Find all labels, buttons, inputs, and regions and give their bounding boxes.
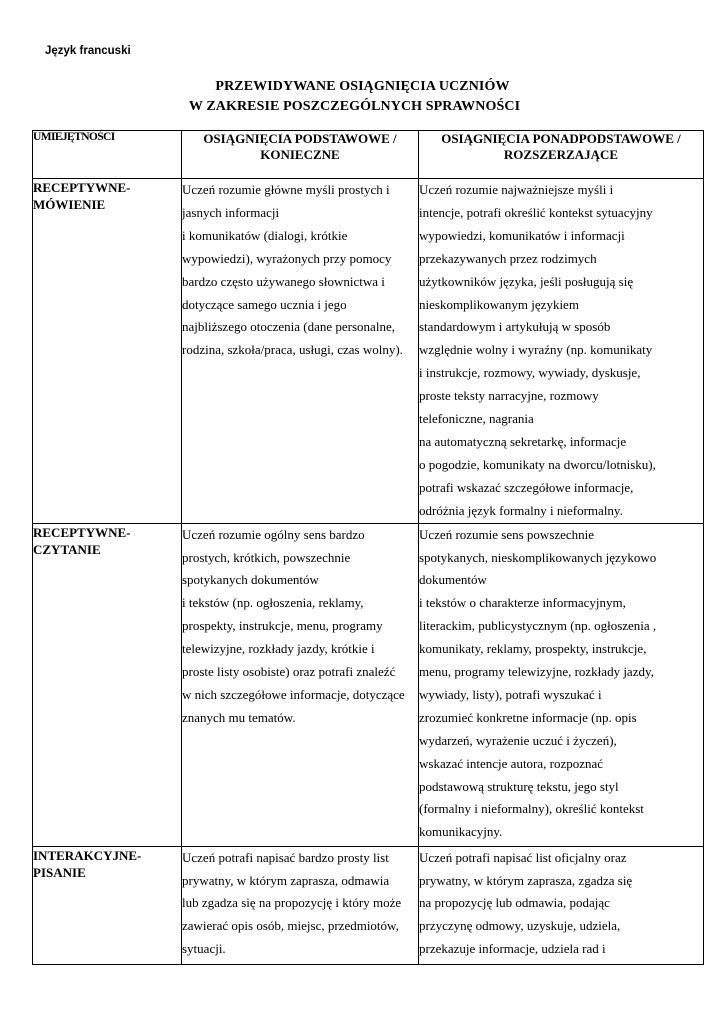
text-line: standardowym i artykułują w sposób bbox=[419, 319, 611, 335]
text-line: i instrukcje, rozmowy, wywiady, dyskusje, bbox=[419, 365, 641, 381]
skill-name-line: MÓWIENIE bbox=[33, 197, 106, 212]
header-skills: UMIEJĘTNOŚCI bbox=[33, 131, 182, 179]
extended-achievements-cell bbox=[419, 846, 704, 964]
table-row bbox=[33, 846, 704, 964]
document-title-line-1: PRZEWIDYWANE OSIĄGNIĘCIA UCZNIÓW bbox=[215, 79, 510, 94]
text-line: na propozycję lub odmawia, podając bbox=[419, 895, 610, 911]
text-line: zawierać opis osób, miejsc, przedmiotów, bbox=[182, 918, 399, 934]
text-line: literackim, publicystycznym (np. ogłoszenia , bbox=[419, 618, 657, 634]
skill-name-line: RECEPTYWNE- bbox=[33, 180, 131, 195]
table-header-row bbox=[33, 131, 704, 179]
text-line: wywiady, listy), potrafi wyszukać i bbox=[419, 686, 602, 702]
extended-achievements-cell bbox=[419, 179, 704, 524]
skill-name-cell bbox=[33, 846, 182, 964]
skill-name-line: PISANIE bbox=[33, 864, 86, 880]
skill-name-line: INTERAKCYJNE- bbox=[33, 847, 142, 863]
text-line: wypowiedzi), wyrażonych przy pomocy bbox=[182, 250, 392, 266]
text-line: spotykanych dokumentów bbox=[182, 572, 319, 588]
basic-achievements-cell bbox=[182, 179, 419, 524]
header-basic: OSIĄGNIĘCIA PODSTAWOWE / KONIECZNE bbox=[182, 131, 419, 179]
text-line: komunikacyjny. bbox=[419, 824, 503, 840]
subject-label: Język francuski bbox=[45, 45, 131, 57]
header-extended: OSIĄGNIĘCIA PONADPODSTAWOWE / ROZSZERZAJĄCE bbox=[419, 131, 704, 179]
skill-name-cell bbox=[33, 179, 182, 524]
text-line: prywatny, w którym zaprasza, zgadza się bbox=[419, 872, 633, 888]
text-line: przekazywanych przez rodzimych bbox=[419, 250, 597, 266]
text-line: proste listy osobiste) oraz potrafi znaleźć bbox=[182, 664, 396, 680]
text-line: dokumentów bbox=[419, 572, 487, 588]
text-line: bardzo często używanego słownictwa i bbox=[182, 273, 385, 289]
text-line: nieskomplikowanym językiem bbox=[419, 296, 579, 312]
text-line: Uczeń potrafi napisać list oficjalny oraz bbox=[419, 849, 627, 865]
text-line: telefoniczne, nagrania bbox=[419, 411, 534, 427]
skills-table bbox=[32, 130, 704, 965]
text-line: potrafi wskazać szczegółowe informacje, bbox=[419, 479, 634, 495]
basic-achievements-cell bbox=[182, 846, 419, 964]
text-line: prostych, krótkich, powszechnie bbox=[182, 549, 351, 565]
skill-name-line: CZYTANIE bbox=[33, 541, 101, 557]
text-line: znanych mu tematów. bbox=[182, 709, 296, 725]
text-line: jasnych informacji bbox=[182, 204, 280, 220]
text-line: na automatyczną sekretarkę, informacje bbox=[419, 433, 627, 449]
text-line: prywatny, w którym zaprasza, odmawia bbox=[182, 872, 390, 888]
extended-achievements-cell bbox=[419, 523, 704, 846]
skill-name-line: RECEPTYWNE- bbox=[33, 524, 131, 540]
text-line: Uczeń potrafi napisać bardzo prosty list bbox=[182, 849, 389, 865]
text-line: podstawową strukturę tekstu, jego styl bbox=[419, 778, 619, 794]
text-line: i komunikatów (dialogi, krótkie bbox=[182, 227, 348, 243]
skill-name-cell bbox=[33, 523, 182, 846]
text-line: telewizyjne, rozkłady jazdy, krótkie i bbox=[182, 641, 375, 657]
text-line: Uczeń rozumie sens powszechnie bbox=[419, 526, 595, 542]
text-line: prospekty, instrukcje, menu, programy bbox=[182, 618, 383, 634]
text-line: (formalny i nieformalny), określić kontekst bbox=[419, 801, 644, 817]
text-line: Uczeń rozumie główne myśli prostych i bbox=[182, 182, 390, 197]
text-line: i tekstów (np. ogłoszenia, reklamy, bbox=[182, 595, 364, 611]
table-row bbox=[33, 523, 704, 846]
text-line: wypowiedzi, komunikatów i informacji bbox=[419, 227, 625, 243]
text-line: komunikaty, reklamy, prospekty, instrukcje, bbox=[419, 641, 647, 657]
text-line: użytkowników języka, jeśli posługują się bbox=[419, 273, 634, 289]
text-line: spotykanych, nieskomplikowanych językowo bbox=[419, 549, 657, 565]
text-line: lub zgadza się na propozycję i który może bbox=[182, 895, 402, 911]
text-line: sytuacji. bbox=[182, 941, 226, 957]
text-line: i tekstów o charakterze informacyjnym, bbox=[419, 595, 626, 611]
table-row bbox=[33, 179, 704, 524]
text-line: wydarzeń, wyrażenie uczuć i życzeń), bbox=[419, 732, 617, 748]
text-line: w nich szczegółowe informacje, dotyczące bbox=[182, 686, 405, 702]
text-line: dotyczące samego ucznia i jego bbox=[182, 296, 347, 312]
text-line: proste teksty narracyjne, rozmowy bbox=[419, 388, 599, 404]
text-line: intencje, potrafi określić kontekst sytuacyjny bbox=[419, 204, 653, 220]
text-line: Uczeń rozumie ogólny sens bardzo bbox=[182, 526, 365, 542]
text-line: menu, programy telewizyjne, rozkłady jazdy, bbox=[419, 664, 654, 680]
text-line: rodzina, szkoła/praca, usługi, czas wolny). bbox=[182, 342, 403, 358]
text-line: najbliższego otoczenia (dane personalne, bbox=[182, 319, 395, 335]
text-line: o pogodzie, komunikaty na dworcu/lotnisku), bbox=[419, 456, 656, 472]
text-line: przyczynę odmowy, uzyskuje, udziela, bbox=[419, 918, 621, 934]
text-line: przekazuje informacje, udziela rad i bbox=[419, 941, 606, 957]
text-line: Uczeń rozumie najważniejsze myśli i bbox=[419, 182, 614, 197]
document-title-line-2: W ZAKRESIE POSZCZEGÓLNYCH SPRAWNOŚCI bbox=[188, 99, 521, 114]
text-line: zrozumieć konkretne informacje (np. opis bbox=[419, 709, 637, 725]
text-line: odróżnia język formalny i nieformalny. bbox=[419, 502, 623, 518]
basic-achievements-cell bbox=[182, 523, 419, 846]
text-line: wskazać intencje autora, rozpoznać bbox=[419, 755, 604, 771]
text-line: względnie wolny i wyraźny (np. komunikaty bbox=[419, 342, 653, 358]
